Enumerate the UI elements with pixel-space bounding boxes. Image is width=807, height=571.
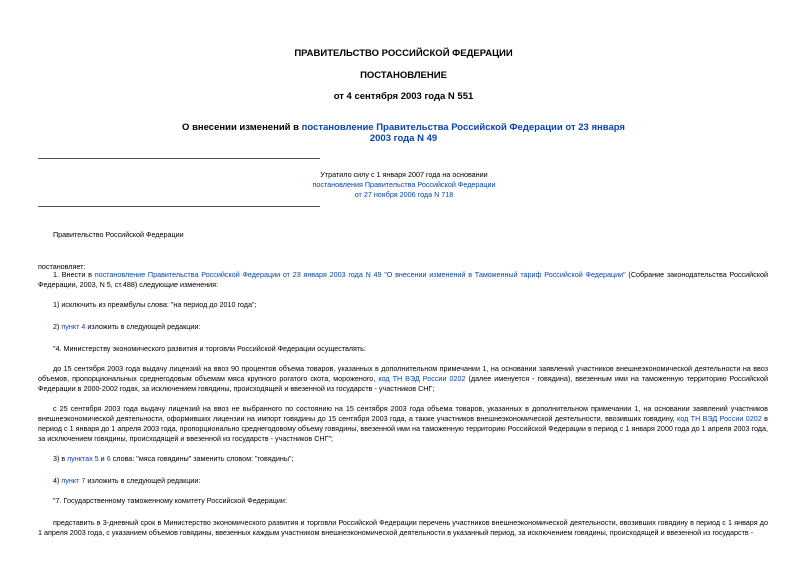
document-type: ПОСТАНОВЛЕНИЕ (360, 70, 447, 81)
paragraph-quote-7: "7. Государственному таможенному комитету Российской Федерации: (53, 496, 287, 505)
tn-ved-code-link[interactable]: код ТН ВЭД России 0202 (677, 414, 762, 423)
text: изложить в следующей редакции: (85, 322, 201, 331)
document-date: от 4 сентября 2003 года N 551 (333, 91, 474, 102)
paragraph-resolves: постановляет: (38, 262, 86, 271)
government-name: ПРАВИТЕЛЬСТВО РОССИЙСКОЙ ФЕДЕРАЦИИ (294, 48, 513, 59)
document-title (180, 122, 627, 144)
paragraph-customs-task: представить в 3-дневный срок в Министерство экономического развития и торговли Российской Федерации перечень участников внешнеэкономической деятельности, ввозивших говядину в период с 1 января до 1 апреля 2003 года, с указанием объемов говядины, ввезенных каждым участником внешнеэкономической деятельности в указанный период, за исключением говядины, происходящей и ввезенной из государств - (38, 518, 768, 537)
text: изложить в следующей редакции: (85, 476, 201, 485)
status-note (290, 170, 518, 200)
decree-link[interactable]: постановление Правительства Российской Федерации от 23 января 2003 года N 49 "О внесении изменений в Таможенный тариф Российской Федерации" (94, 270, 626, 279)
paragraph-subitem-4 (38, 476, 768, 486)
divider-top (38, 158, 320, 159)
text: 1. Внести в (53, 270, 95, 279)
text: с 25 сентября 2003 года выдачу лицензий на ввоз не выбранного по состоянию на 15 сентября 2003 года объема товаров, указанных в дополнительном примечании 1, на основании заявлений участников внешнеэкономической деятельности, оформивших лицензии на импорт говядины до 15 сентября 2003 года, а также участников внешнеэкономической деятельности, ввозивших говядину, (38, 404, 768, 423)
status-link-1[interactable]: постановления Правительства Российской Федерации (312, 180, 496, 189)
text: слова: "мяса говядины" заменить словом: "говядины"; (110, 454, 294, 463)
text: 3) в (53, 454, 68, 463)
title-prefix: О внесении изменений в (182, 122, 302, 133)
paragraph-licenses-2 (38, 404, 768, 444)
paragraph-quote-4: "4. Министерству экономического развития и торговли Российской Федерации осуществлять: (53, 344, 366, 353)
paragraph-government: Правительство Российской Федерации (53, 230, 184, 239)
divider-bottom (38, 206, 320, 207)
text: (далее именуется - говядина), ввезенным ими на таможенную территорию Российской Федерации в 2000-2002 годах, за исключением говядины, происходящей и ввезенной из государств - участников СНГ; (38, 374, 769, 393)
point-4-link[interactable]: пункт 4 (61, 322, 86, 331)
text: 4) (53, 476, 62, 485)
paragraph-item-1 (38, 270, 768, 290)
status-link-2[interactable]: от 27 ноября 2006 года N 718 (354, 190, 454, 199)
paragraph-licenses-1 (38, 364, 768, 394)
paragraph-subitem-3 (38, 454, 768, 464)
text: до 15 сентября 2003 года выдачу лицензий на ввоз 90 процентов объема товаров, указанных в дополнительном примечании 1, на основании заявлений участников внешнеэкономической деятельности на ввоз объемов, пропорциональных среднегодовым объемам мяса крупного рогатого скота, мороженого, (38, 364, 768, 383)
paragraph-subitem-2 (38, 322, 768, 332)
point-6-link[interactable]: 6 (106, 454, 111, 463)
tn-ved-code-link[interactable]: код ТН ВЭД России 0202 (378, 374, 466, 383)
point-5-link[interactable]: пунктах 5 (67, 454, 99, 463)
point-7-link[interactable]: пункт 7 (61, 476, 86, 485)
text: (Собрание законодательства Российской Федерации, 2003, N 5, ст.488) следующие изменения: (38, 270, 768, 289)
status-line: Утратило силу с 1 января 2007 года на основании (320, 170, 488, 179)
paragraph-subitem-1: 1) исключить из преамбулы слова: "на период до 2010 года"; (53, 300, 257, 309)
text: и (98, 454, 107, 463)
text: в период с 1 января до 1 апреля 2003 года, пропорционально среднегодовому объему говядины, ввезенной ими на таможенную территорию Российской Федерации в период с 1 января 2000 года до 1 апреля 2003 года, за исключением говядины, происходящей и ввезенной из государств - участников СНГ"; (38, 414, 768, 443)
title-link[interactable]: постановление Правительства Российской Федерации от 23 января 2003 года N 49 (301, 122, 625, 144)
text: 2) (53, 322, 62, 331)
